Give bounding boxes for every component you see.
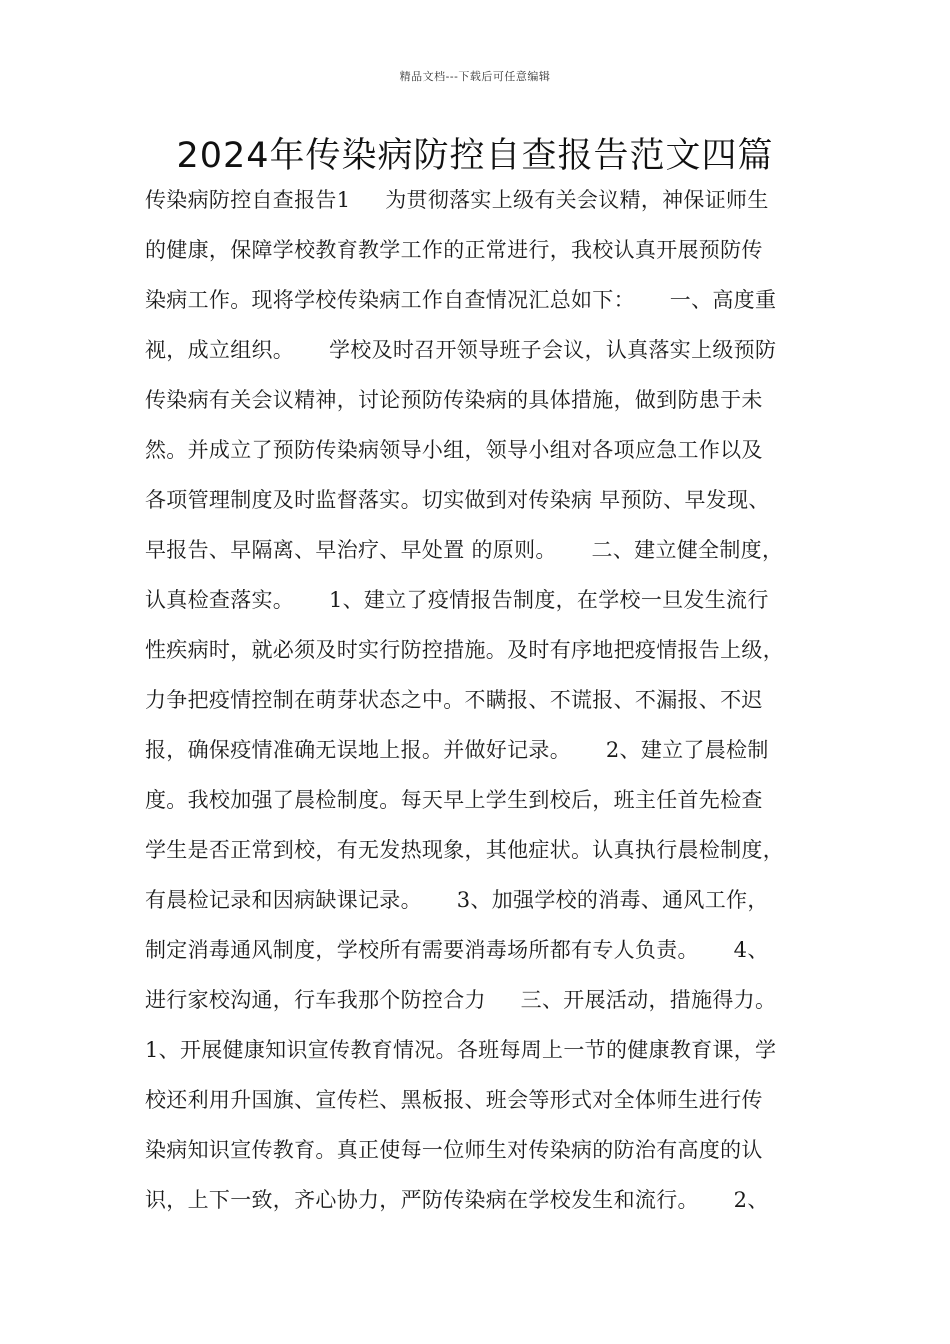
body-line: 传染病有关会议精神，讨论预防传染病的具体措施，做到防患于未 xyxy=(145,388,763,412)
body-line: 力争把疫情控制在萌芽状态之中。不瞒报、不谎报、不漏报、不迟 xyxy=(145,688,763,712)
document-title: 2024年传染病防控自查报告范文四篇 xyxy=(176,136,774,176)
body-line: 传染病防控自查报告1 为贯彻落实上级有关会议精，神保证师生 xyxy=(145,188,769,212)
body-line: 认真检查落实。 1、建立了疫情报告制度，在学校一旦发生流行 xyxy=(145,588,769,612)
body-line: 早报告、早隔离、早治疗、早处置 的原则。 二、建立健全制度， xyxy=(145,538,784,562)
body-line: 染病工作。现将学校传染病工作自查情况汇总如下： 一、高度重 xyxy=(145,288,777,312)
body-line: 有晨检记录和因病缺课记录。 3、加强学校的消毒、通风工作， xyxy=(145,888,769,912)
body-line: 学生是否正常到校，有无发热现象，其他症状。认真执行晨检制度， xyxy=(145,838,784,862)
body-line: 染病知识宣传教育。真正使每一位师生对传染病的防治有高度的认 xyxy=(145,1138,763,1162)
body-line: 报，确保疫情准确无误地上报。并做好记录。 2、建立了晨检制 xyxy=(145,738,769,762)
body-line: 制定消毒通风制度，学校所有需要消毒场所都有专人负责。 4、 xyxy=(145,938,769,962)
header-note: 精品文档---下载后可任意编辑 xyxy=(399,70,551,83)
body-line: 1、开展健康知识宣传教育情况。各班每周上一节的健康教育课，学 xyxy=(145,1038,777,1062)
body-line: 各项管理制度及时监督落实。切实做到对传染病 早预防、早发现、 xyxy=(145,488,770,512)
body-line: 视，成立组织。 学校及时召开领导班子会议，认真落实上级预防 xyxy=(145,338,777,362)
body-line: 进行家校沟通，行车我那个防控合力 三、开展活动，措施得力。 xyxy=(145,988,777,1012)
body-line: 识，上下一致，齐心协力，严防传染病在学校发生和流行。 2、 xyxy=(145,1188,769,1212)
body-line: 然。并成立了预防传染病领导小组，领导小组对各项应急工作以及 xyxy=(145,438,763,462)
document-body xyxy=(145,180,825,1230)
body-line: 性疾病时，就必须及时实行防控措施。及时有序地把疫情报告上级， xyxy=(145,638,784,662)
body-line: 度。我校加强了晨检制度。每天早上学生到校后，班主任首先检查 xyxy=(145,788,763,812)
body-line: 校还利用升国旗、宣传栏、黑板报、班会等形式对全体师生进行传 xyxy=(145,1088,763,1112)
body-line: 的健康，保障学校教育教学工作的正常进行，我校认真开展预防传 xyxy=(145,238,763,262)
